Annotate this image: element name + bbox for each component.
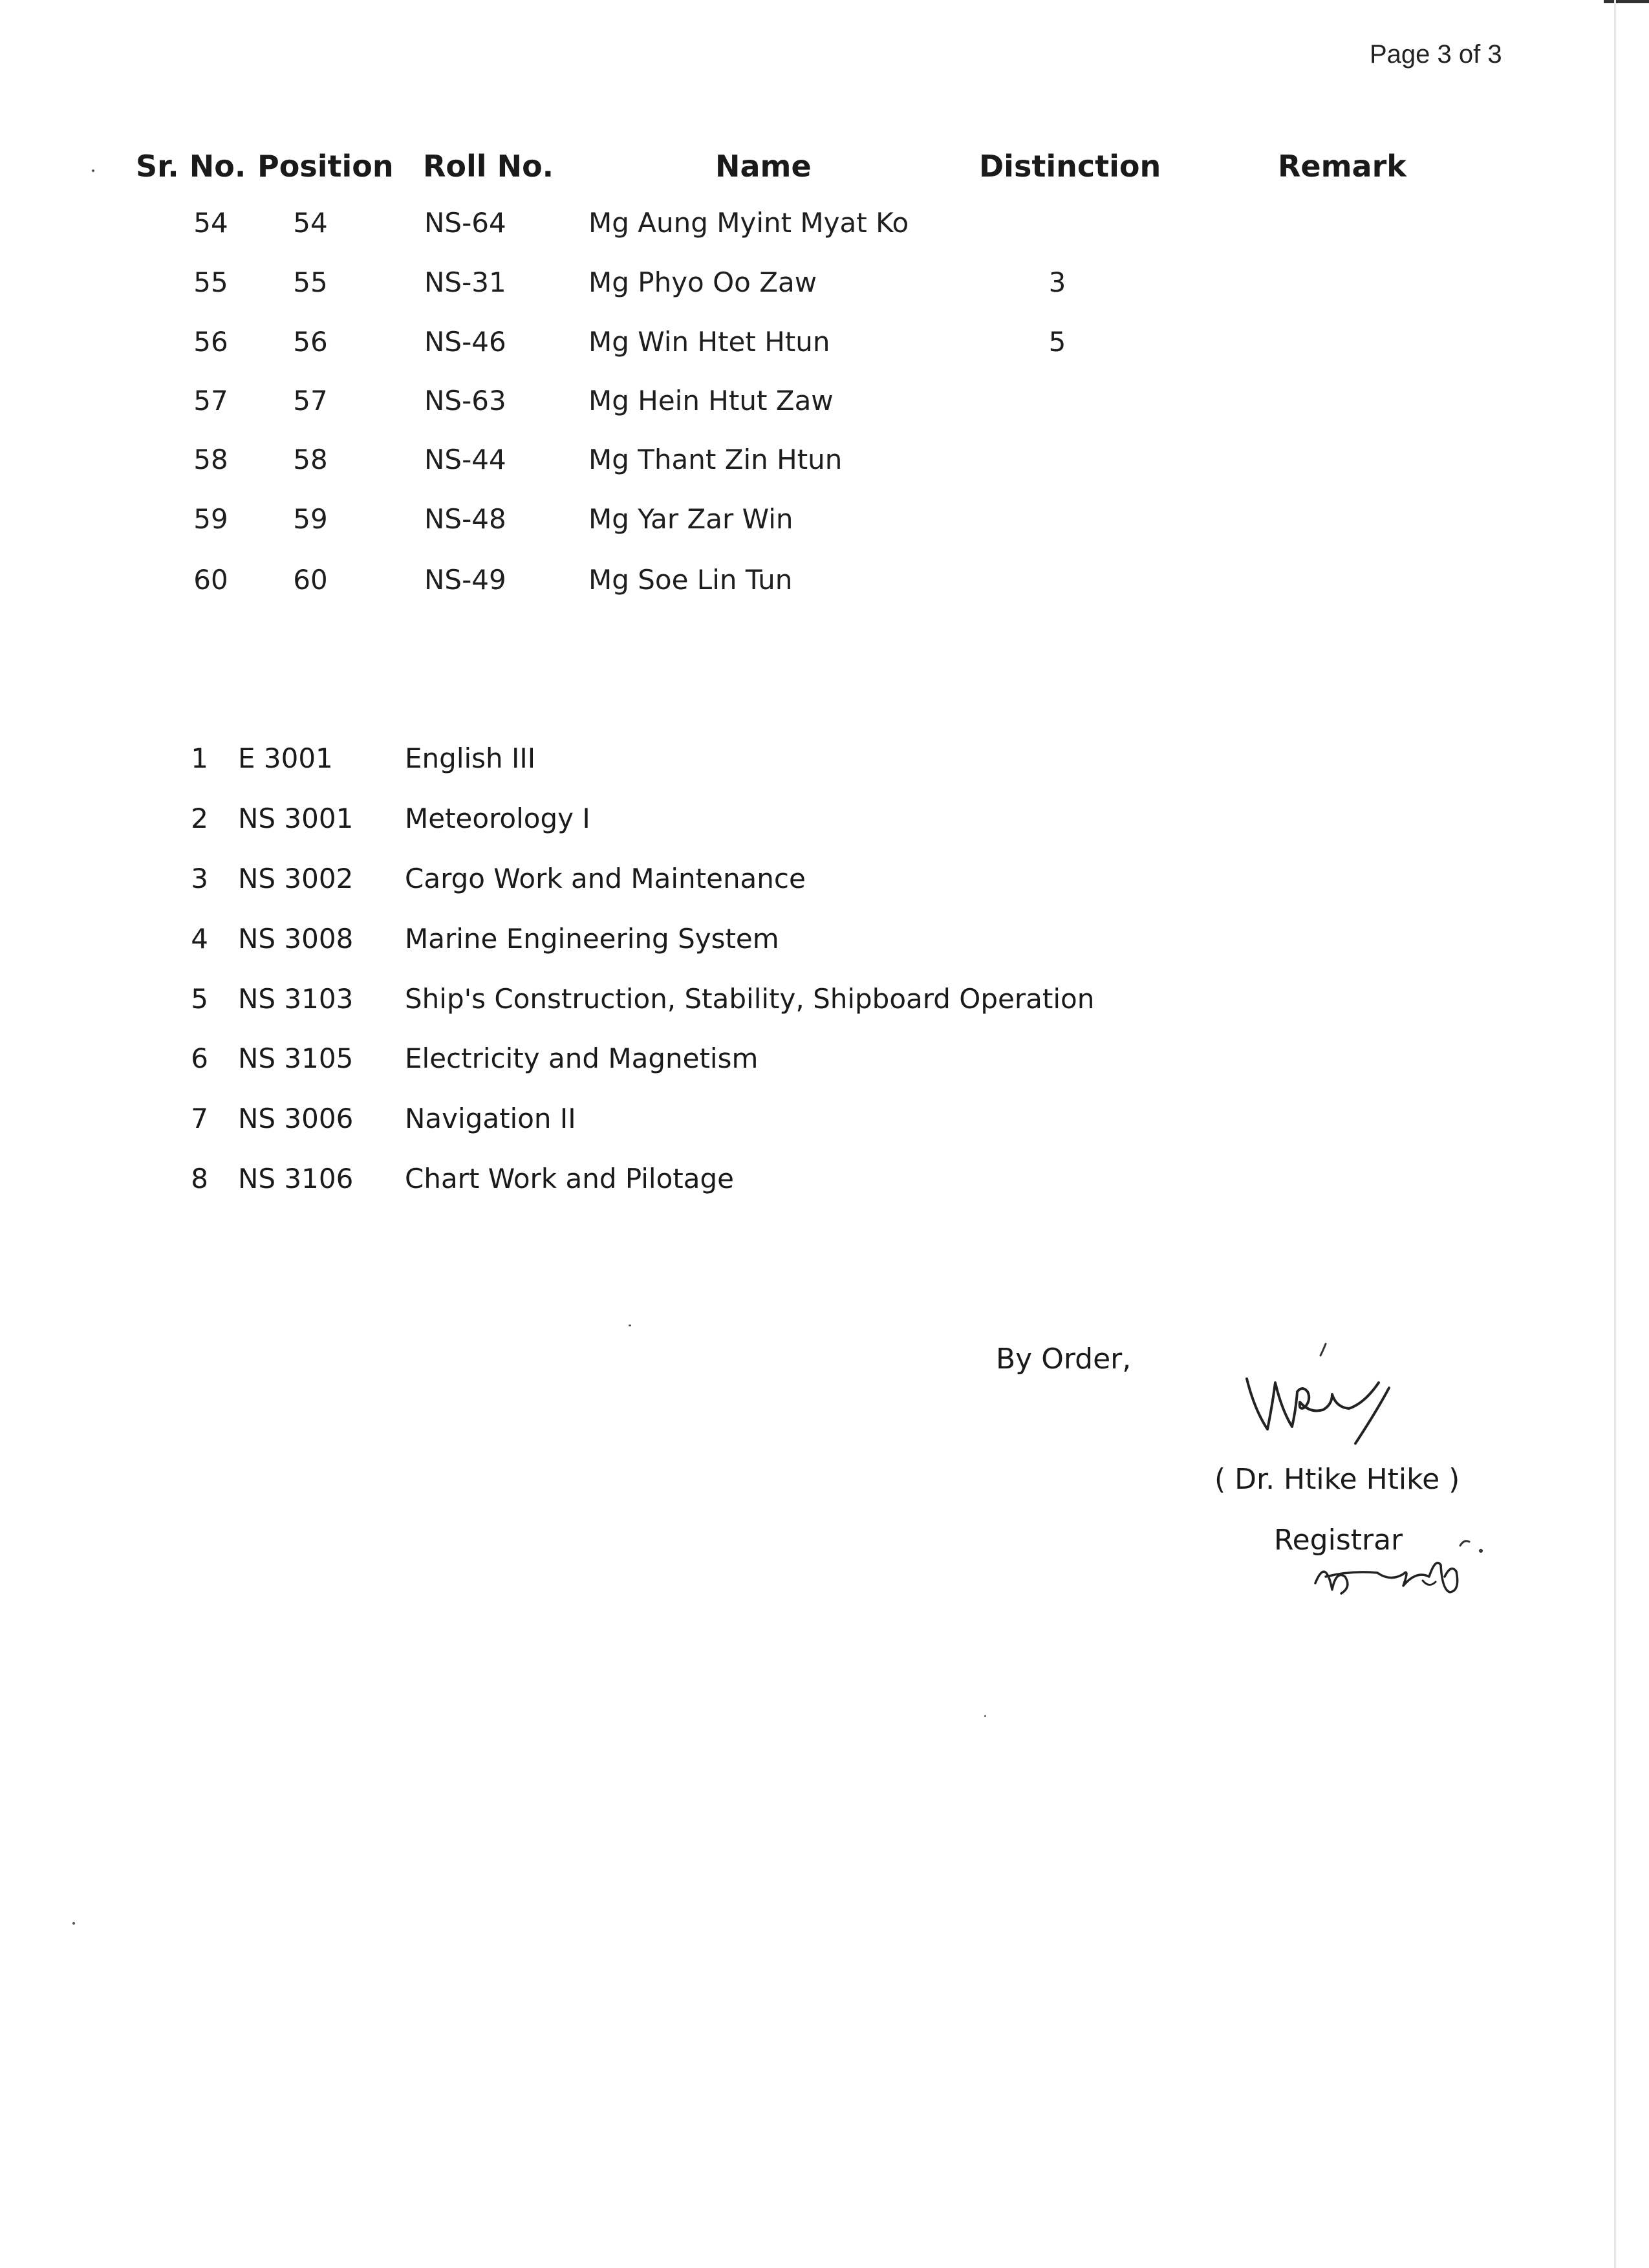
subject-number: 2 <box>191 803 208 834</box>
subject-number: 1 <box>191 742 208 774</box>
name-cell: Mg Hein Htut Zaw <box>588 385 834 416</box>
subject-number: 4 <box>191 923 208 955</box>
position-cell: 56 <box>293 326 328 358</box>
name-cell: Mg Aung Myint Myat Ko <box>588 207 909 239</box>
position-cell: 60 <box>293 564 328 596</box>
header-position: Position <box>257 149 394 184</box>
position-cell: 55 <box>293 266 328 298</box>
subject-number: 3 <box>191 863 208 894</box>
header-name: Name <box>715 149 812 184</box>
name-cell: Mg Yar Zar Win <box>588 503 793 535</box>
position-cell: 57 <box>293 385 328 416</box>
list-item <box>0 742 1649 781</box>
table-row <box>0 503 1649 542</box>
sr-no-cell: 54 <box>193 207 228 239</box>
subject-title: Meteorology I <box>405 803 590 834</box>
position-cell: 54 <box>293 207 328 239</box>
list-item <box>0 923 1649 962</box>
subject-title: English III <box>405 742 536 774</box>
subject-number: 5 <box>191 983 208 1015</box>
sr-no-cell: 57 <box>193 385 228 416</box>
header-remark: Remark <box>1278 149 1406 184</box>
subject-title: Marine Engineering System <box>405 923 779 955</box>
subject-title: Electricity and Magnetism <box>405 1042 759 1074</box>
handwritten-initials-icon <box>1306 1531 1487 1609</box>
signatory-name: ( Dr. Htike Htike ) <box>1214 1463 1460 1496</box>
handwritten-signature-icon <box>1235 1332 1397 1455</box>
header-sr-no: Sr. No. <box>136 149 246 184</box>
scan-speck <box>629 1324 631 1326</box>
list-item <box>0 803 1649 841</box>
subject-code: E 3001 <box>238 742 333 774</box>
scan-edge-shadow <box>1614 0 1616 2268</box>
subject-title: Navigation II <box>405 1103 576 1134</box>
subject-number: 6 <box>191 1042 208 1074</box>
roll-no-cell: NS-46 <box>424 326 506 358</box>
subject-code: NS 3105 <box>238 1042 354 1074</box>
table-row <box>0 564 1649 603</box>
table-row <box>0 385 1649 424</box>
scan-speck <box>984 1715 986 1717</box>
sr-no-cell: 60 <box>193 564 228 596</box>
subject-title: Ship's Construction, Stability, Shipboard Operation <box>405 983 1095 1015</box>
distinction-cell: 5 <box>1048 326 1066 358</box>
table-row <box>0 444 1649 482</box>
by-order-text: By Order, <box>996 1343 1132 1376</box>
list-item <box>0 863 1649 902</box>
sr-no-cell: 55 <box>193 266 228 298</box>
subject-code: NS 3001 <box>238 803 354 834</box>
subject-code: NS 3006 <box>238 1103 354 1134</box>
list-item <box>0 1103 1649 1141</box>
subject-title: Chart Work and Pilotage <box>405 1163 734 1194</box>
table-row <box>0 326 1649 365</box>
subject-code: NS 3008 <box>238 923 354 955</box>
sr-no-cell: 58 <box>193 444 228 475</box>
header-roll-no: Roll No. <box>423 149 554 184</box>
subject-title: Cargo Work and Maintenance <box>405 863 806 894</box>
table-row <box>0 207 1649 246</box>
position-cell: 58 <box>293 444 328 475</box>
scan-speck <box>72 1922 75 1925</box>
sr-no-cell: 59 <box>193 503 228 535</box>
subject-code: NS 3103 <box>238 983 354 1015</box>
subject-code: NS 3002 <box>238 863 354 894</box>
designation: Registrar <box>1274 1524 1403 1557</box>
header-distinction: Distinction <box>979 149 1161 184</box>
roll-no-cell: NS-63 <box>424 385 506 416</box>
list-item <box>0 1163 1649 1202</box>
name-cell: Mg Win Htet Htun <box>588 326 830 358</box>
subject-number: 7 <box>191 1103 208 1134</box>
name-cell: Mg Thant Zin Htun <box>588 444 843 475</box>
list-item <box>0 983 1649 1022</box>
name-cell: Mg Soe Lin Tun <box>588 564 793 596</box>
list-item <box>0 1042 1649 1081</box>
distinction-cell: 3 <box>1048 266 1066 298</box>
subject-code: NS 3106 <box>238 1163 354 1194</box>
subject-number: 8 <box>191 1163 208 1194</box>
page-number: Page 3 of 3 <box>1370 40 1502 69</box>
scan-speck <box>92 169 94 172</box>
name-cell: Mg Phyo Oo Zaw <box>588 266 817 298</box>
table-row <box>0 266 1649 305</box>
roll-no-cell: NS-64 <box>424 207 506 239</box>
roll-no-cell: NS-31 <box>424 266 506 298</box>
sr-no-cell: 56 <box>193 326 228 358</box>
roll-no-cell: NS-44 <box>424 444 506 475</box>
roll-no-cell: NS-49 <box>424 564 506 596</box>
scan-edge-mark <box>1604 0 1649 3</box>
position-cell: 59 <box>293 503 328 535</box>
roll-no-cell: NS-48 <box>424 503 506 535</box>
